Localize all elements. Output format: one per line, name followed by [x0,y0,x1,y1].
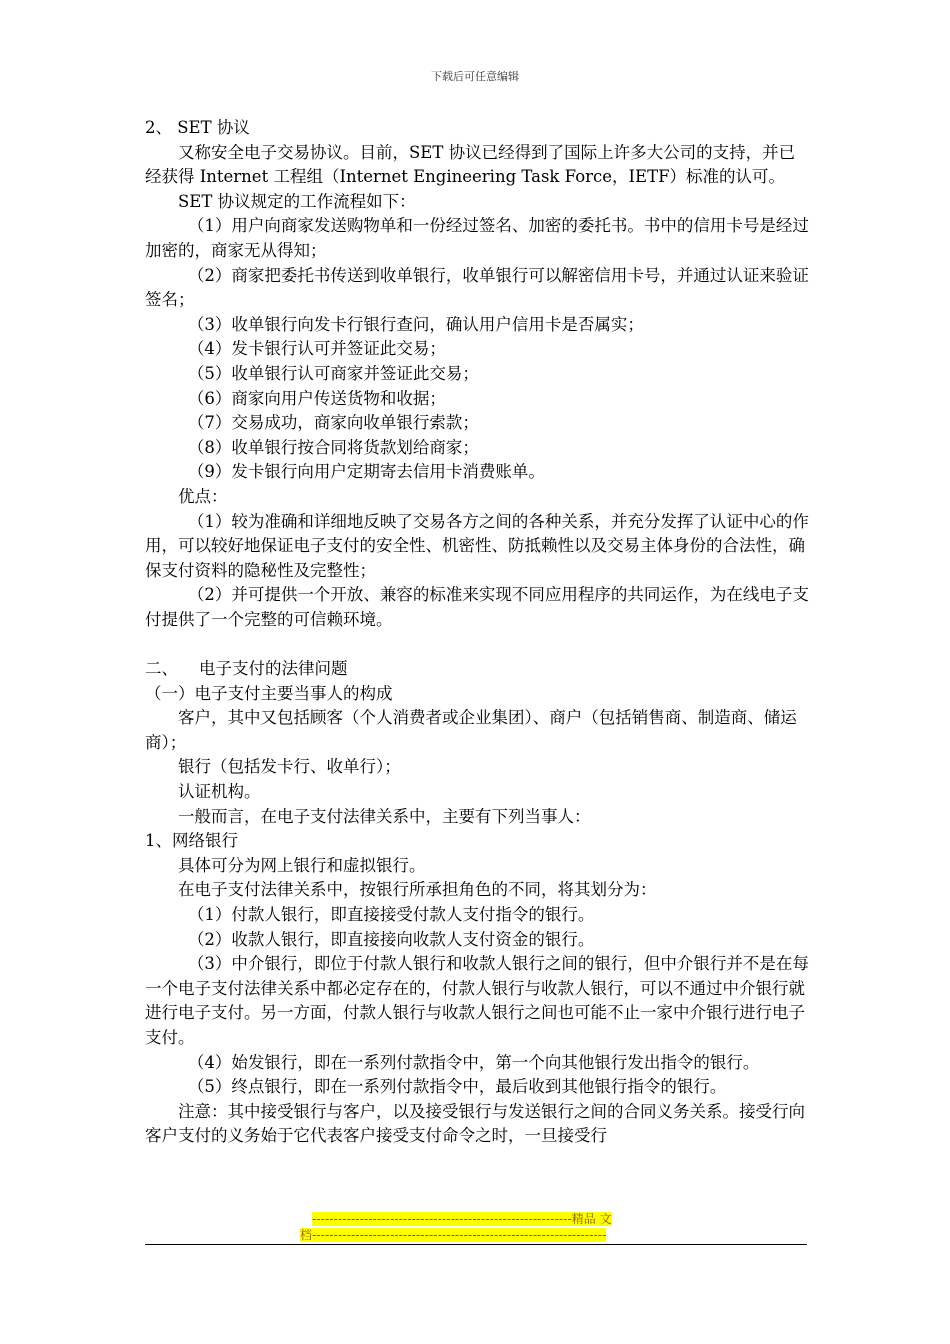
list-item: （5）收单银行认可商家并签证此交易； [187,363,479,383]
paragraph: 又称安全电子交易协议。目前，SET 协议已经得到了国际上许多大公司的支持，并已经获得 Internet 工程组（Internet Engineering Task Force，IETF）标准的认可。 [145,142,796,187]
paragraph: SET 协议规定的工作流程如下： [178,191,416,211]
list-item: （5）终点银行，即在一系列付款指令中，最后收到其他银行指令的银行。 [187,1077,727,1097]
footer-watermark [300,1211,650,1243]
list-item: （9）发卡银行向用户定期寄去信用卡消费账单。 [187,462,545,482]
list-item: （3）收单银行向发卡行银行查问，确认用户信用卡是否属实； [187,314,644,334]
list-item: （2）商家把委托书传送到收单银行，收单银行可以解密信用卡号，并通过认证来验证签名； [145,265,809,310]
list-item: （8）收单银行按合同将货款划给商家； [187,437,479,457]
paragraph: 在电子支付法律关系中，按银行所承担角色的不同，将其划分为： [178,880,657,900]
paragraph: 注意：其中接受银行与客户，以及接受银行与发送银行之间的合同义务关系。接受行向客户支付的义务始于它代表客户接受支付命令之时，一旦接受行 [145,1101,805,1146]
paragraph: 银行（包括发卡行、收单行）； [178,757,401,777]
blank-line [145,632,810,657]
list-item: （4）始发银行，即在一系列付款指令中，第一个向其他银行发出指令的银行。 [187,1052,760,1072]
list-item: （2）收款人银行，即直接接向收款人支付资金的银行。 [187,929,595,949]
paragraph: 一般而言，在电子支付法律关系中，主要有下列当事人： [178,806,591,826]
paragraph: 具体可分为网上银行和虚拟银行。 [178,855,426,875]
list-item: （7）交易成功，商家向收单银行索款； [187,413,479,433]
list-item: （6）商家向用户传送货物和收据； [187,388,446,408]
subsection-heading: 1、网络银行 [145,831,238,851]
section-heading-legal: 二、 电子支付的法律问题 [145,659,348,679]
page-header: 下载后可任意编辑 [431,70,519,83]
footer-line-2: 档-------------------------------------------------------------------- [300,1228,607,1242]
list-item: （2）并可提供一个开放、兼容的标准来实现不同应用程序的共同运作，为在线电子支付提供了一个完整的可信赖环境。 [145,585,809,629]
paragraph: 认证机构。 [178,782,261,802]
list-item: （3）中介银行，即位于付款人银行和收款人银行之间的银行，但中介银行并不是在每一个电子支付法律关系中都必定存在的，付款人银行与收款人银行，可以不通过中介银行就进行电子支付。另一方面，付款人银行与收款人银行之间也可能不止一家中介银行进行电子支付。 [145,954,809,1047]
list-item: （1）用户向商家发送购物单和一份经过签名、加密的委托书。书中的信用卡号是经过加密的，商家无从得知； [145,216,809,260]
list-item: （4）发卡银行认可并签证此交易； [187,339,446,359]
section-heading-set: 2、 SET 协议 [145,118,250,137]
footer-line-1: ------------------------------------------------------------精品 文 [312,1212,612,1226]
list-item: （1）较为准确和详细地反映了交易各方之间的各种关系，并充分发挥了认证中心的作用，可以较好地保证电子支付的安全性、机密性、防抵赖性以及交易主体身份的合法性，确保支付资料的隐秘性及完整性； [145,511,809,580]
footer-divider [145,1244,807,1245]
subsection-heading: （一）电子支付主要当事人的构成 [145,683,393,703]
document-body [145,116,810,1149]
list-item: （1）付款人银行，即直接接受付款人支付指令的银行。 [187,905,595,924]
paragraph: 客户，其中又包括顾客（个人消费者或企业集团）、商户（包括销售商、制造商、储运商）； [145,708,797,752]
paragraph: 优点： [178,486,228,506]
